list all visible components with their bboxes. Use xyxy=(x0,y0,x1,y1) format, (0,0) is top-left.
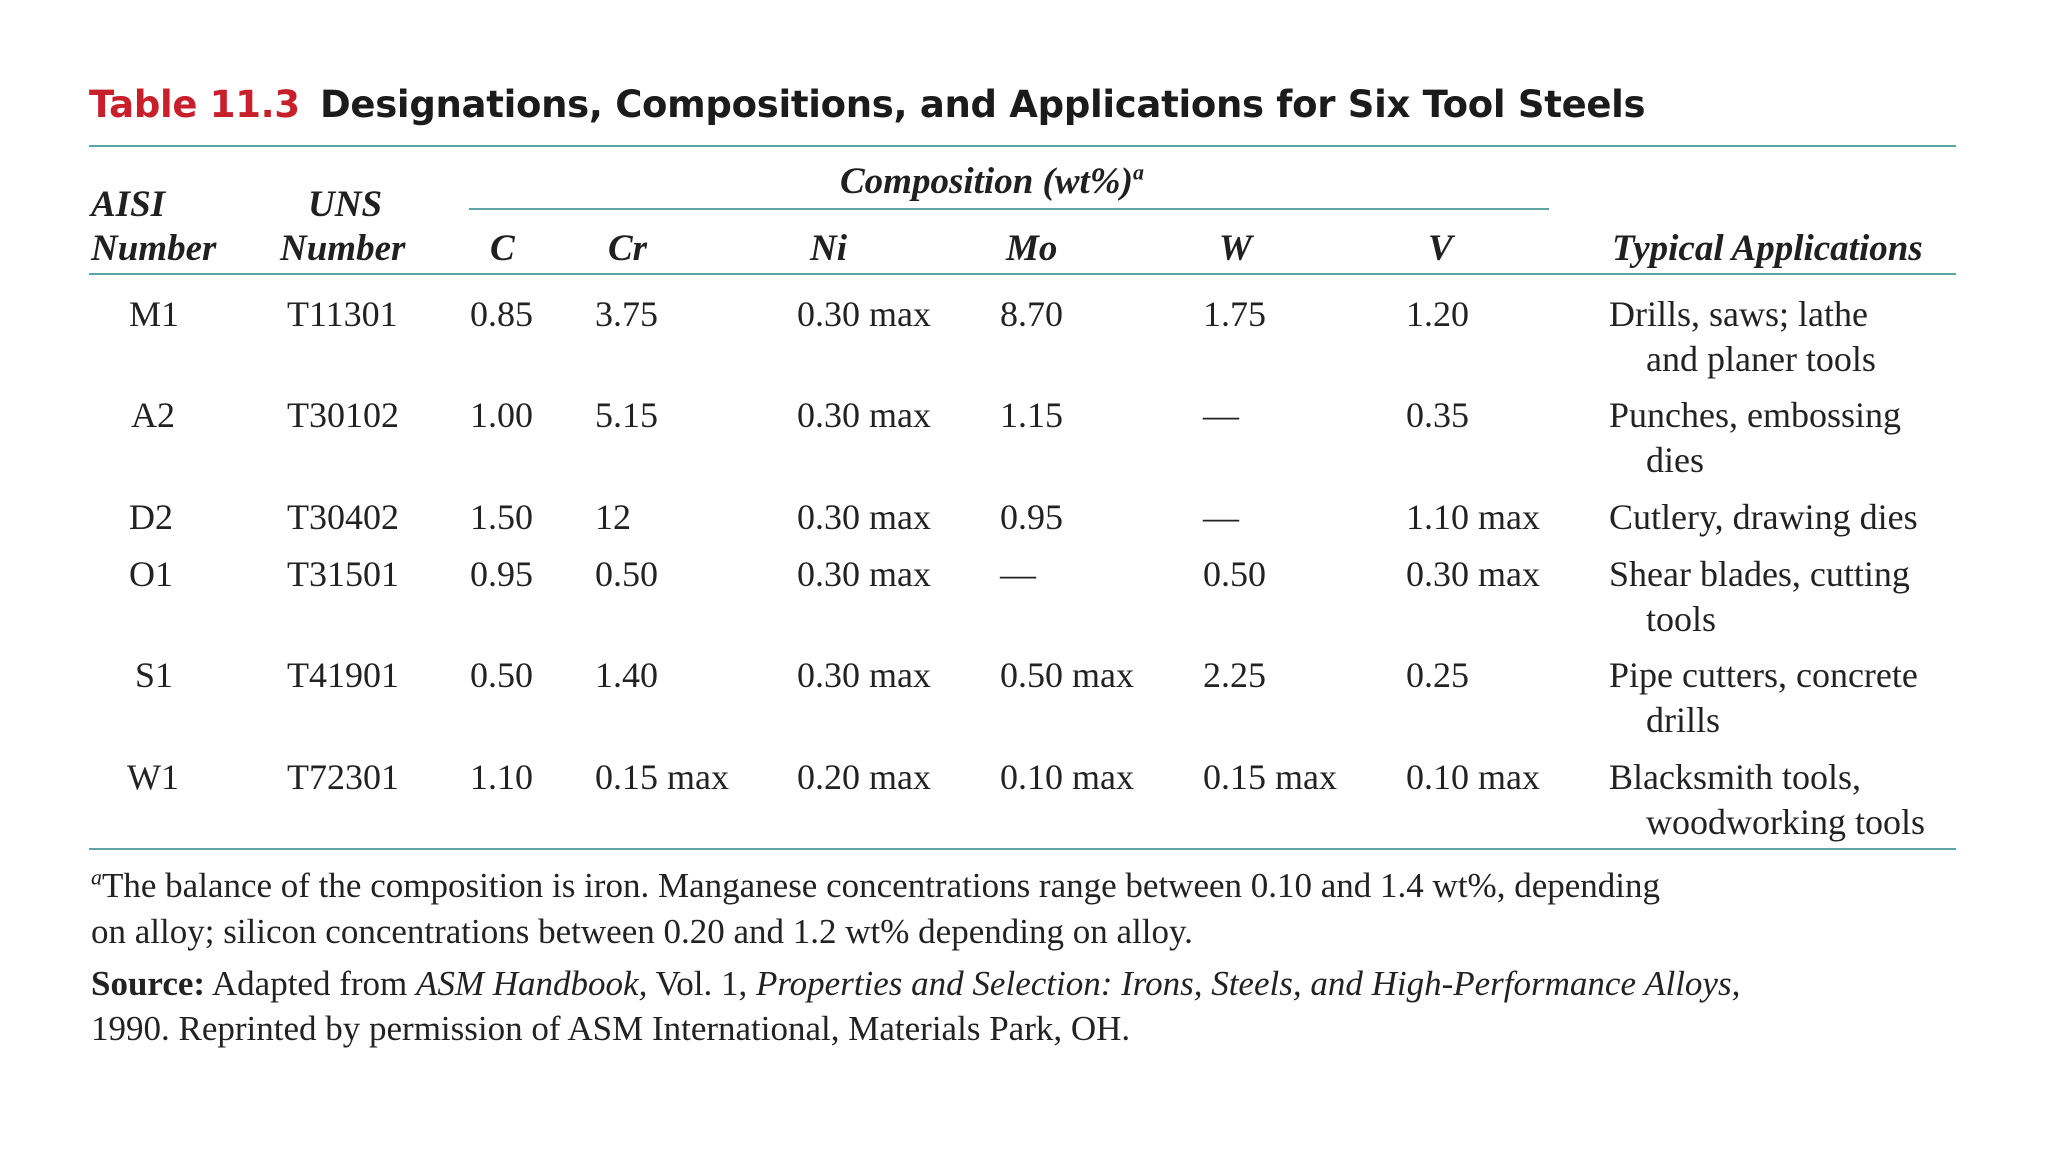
cell-ni: 0.30 max xyxy=(797,395,931,435)
cell-application: Shear blades, cutting xyxy=(1609,554,1910,594)
cell-uns: T30102 xyxy=(287,395,399,435)
cell-aisi: W1 xyxy=(127,757,179,797)
cell-application-cont: and planer tools xyxy=(1646,339,1876,379)
cell-v: 1.10 max xyxy=(1406,497,1540,537)
cell-mo: 1.15 xyxy=(1000,395,1063,435)
cell-w: 2.25 xyxy=(1203,655,1266,695)
cell-w: — xyxy=(1203,497,1239,537)
cell-cr: 1.40 xyxy=(595,655,658,695)
footnote-text: The balance of the composition is iron. Manganese concentrations range between 0.10 and 1.4 wt%, depending xyxy=(102,866,1660,905)
source-text-2: Vol. 1, xyxy=(647,964,756,1003)
cell-mo: 0.50 max xyxy=(1000,655,1134,695)
header-composition-label: Composition (wt%) xyxy=(840,161,1133,202)
cell-application-cont: drills xyxy=(1646,700,1721,740)
cell-application-cont: woodworking tools xyxy=(1646,802,1925,842)
header-v: V xyxy=(1428,228,1453,269)
cell-c: 1.00 xyxy=(470,395,533,435)
cell-aisi: A2 xyxy=(131,395,175,435)
source-line-1 xyxy=(91,964,1740,1004)
header-uns: UNS xyxy=(308,184,383,225)
cell-uns: T11301 xyxy=(287,294,398,334)
cell-cr: 12 xyxy=(595,497,631,537)
cell-w: 0.50 xyxy=(1203,554,1266,594)
header-aisi: AISI xyxy=(91,184,166,225)
cell-uns: T41901 xyxy=(287,655,399,695)
cell-v: 0.25 xyxy=(1406,655,1469,695)
cell-uns: T31501 xyxy=(287,554,399,594)
header-applications: Typical Applications xyxy=(1612,228,1923,269)
cell-ni: 0.30 max xyxy=(797,554,931,594)
cell-cr: 0.50 xyxy=(595,554,658,594)
cell-aisi: M1 xyxy=(129,294,180,334)
cell-application-cont: dies xyxy=(1646,440,1704,480)
cell-c: 0.85 xyxy=(470,294,533,334)
header-cr: Cr xyxy=(608,228,648,269)
top-rule xyxy=(89,145,1956,147)
table-number: Table 11.3 xyxy=(89,83,300,126)
cell-mo: 0.10 max xyxy=(1000,757,1134,797)
source-line-2: 1990. Reprinted by permission of ASM International, Materials Park, OH. xyxy=(91,1009,1131,1048)
cell-w: — xyxy=(1203,395,1239,435)
cell-mo: — xyxy=(1000,554,1036,594)
composition-footnote-mark: a xyxy=(1132,159,1144,185)
cell-cr: 5.15 xyxy=(595,395,658,435)
composition-rule xyxy=(469,208,1549,210)
cell-ni: 0.30 max xyxy=(797,294,931,334)
cell-aisi: O1 xyxy=(129,554,173,594)
header-aisi-number: Number xyxy=(91,228,217,269)
cell-application: Drills, saws; lathe xyxy=(1609,294,1868,334)
cell-mo: 8.70 xyxy=(1000,294,1063,334)
cell-ni: 0.30 max xyxy=(797,497,931,537)
cell-application-cont: tools xyxy=(1646,599,1717,639)
footnote-line-2: on alloy; silicon concentrations between 0.20 and 1.2 wt% depending on alloy. xyxy=(91,912,1193,951)
cell-mo: 0.95 xyxy=(1000,497,1063,537)
source-volume-title: Properties and Selection: Irons, Steels, and High-Performance Alloys, xyxy=(755,964,1741,1003)
cell-c: 1.10 xyxy=(470,757,533,797)
cell-application: Pipe cutters, concrete xyxy=(1609,655,1918,695)
cell-ni: 0.30 max xyxy=(797,655,931,695)
cell-w: 1.75 xyxy=(1203,294,1266,334)
cell-v: 0.35 xyxy=(1406,395,1469,435)
cell-v: 0.10 max xyxy=(1406,757,1540,797)
cell-v: 1.20 xyxy=(1406,294,1469,334)
cell-c: 0.95 xyxy=(470,554,533,594)
cell-c: 0.50 xyxy=(470,655,533,695)
cell-v: 0.30 max xyxy=(1406,554,1540,594)
cell-application: Cutlery, drawing dies xyxy=(1609,497,1918,537)
header-bottom-rule xyxy=(89,273,1956,275)
cell-w: 0.15 max xyxy=(1203,757,1337,797)
cell-uns: T72301 xyxy=(287,757,399,797)
footnote-line-1 xyxy=(91,866,1660,906)
cell-application: Punches, embossing xyxy=(1609,395,1901,435)
header-c: C xyxy=(490,228,515,269)
header-composition xyxy=(840,160,1144,203)
source-book: ASM Handbook, xyxy=(416,964,648,1003)
source-label: Source: xyxy=(91,964,206,1003)
cell-aisi: D2 xyxy=(129,497,173,537)
footnote-mark: a xyxy=(91,864,102,890)
header-mo: Mo xyxy=(1006,228,1058,269)
table-bottom-rule xyxy=(89,848,1956,850)
source-text-1: Adapted from xyxy=(205,964,416,1003)
cell-aisi: S1 xyxy=(135,655,174,695)
cell-ni: 0.20 max xyxy=(797,757,931,797)
header-ni: Ni xyxy=(810,228,847,269)
cell-application: Blacksmith tools, xyxy=(1609,757,1861,797)
cell-cr: 0.15 max xyxy=(595,757,729,797)
cell-c: 1.50 xyxy=(470,497,533,537)
header-uns-number: Number xyxy=(280,228,406,269)
header-w: W xyxy=(1219,228,1252,269)
cell-cr: 3.75 xyxy=(595,294,658,334)
table-title: Designations, Compositions, and Applications for Six Tool Steels xyxy=(320,83,1646,126)
cell-uns: T30402 xyxy=(287,497,399,537)
